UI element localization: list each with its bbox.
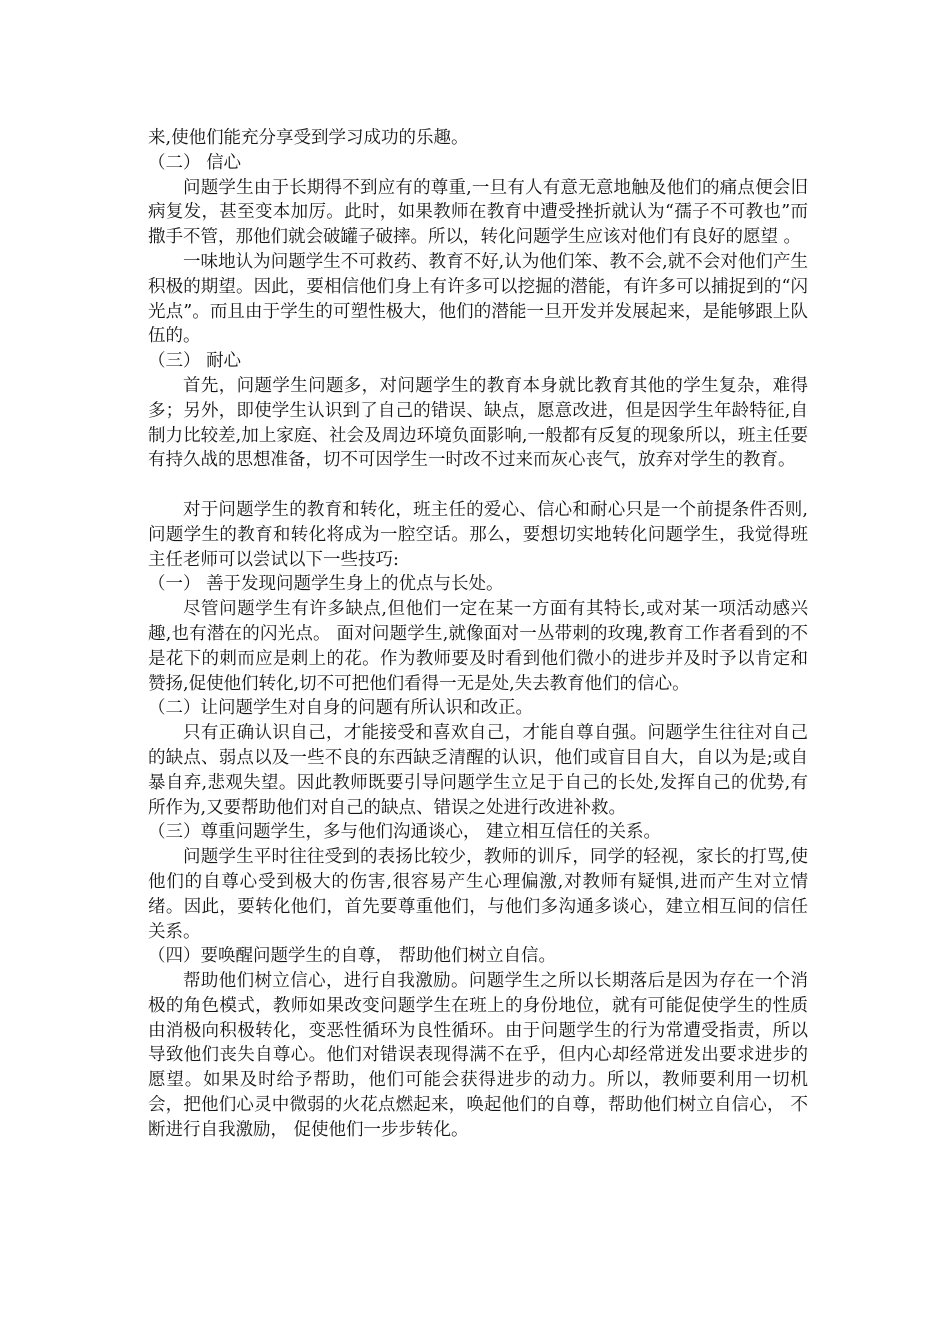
paragraph: 尽管问题学生有许多缺点,但他们一定在某一方面有其特长,或对某一项活动感兴趣,也有潜在的闪光点。 面对问题学生,就像面对一丛带刺的玫瑰,教育工作者看到的不是花下的刺而应是刺上的花。作为教师要及时看到他们微小的进步并及时予以肯定和赞扬,促使他们转化,切不可把他们看得一无是处,失去教育他们的信心。 (148, 599, 808, 694)
section-heading-strengths: （一） 善于发现问题学生身上的优点与长处。 (148, 574, 504, 595)
section-heading-respect: （三）尊重问题学生，多与他们沟通谈心， 建立相互信任的关系。 (148, 822, 662, 843)
paragraph: 问题学生平时往往受到的表扬比较少，教师的训斥，同学的轻视，家长的打骂,使他们的自尊心受到极大的伤害,很容易产生心理偏激,对教师有疑惧,进而产生对立情绪。因此，要转化他们，首先要尊重他们，与他们多沟通多谈心，建立相互间的信任关系。 (148, 847, 808, 942)
paragraph: 一味地认为问题学生不可救药、教育不好,认为他们笨、教不会,就不会对他们产生积极的期望。因此，要相信他们身上有许多可以挖掘的潜能，有许多可以捕捉到的“闪光点”。而且由于学生的可塑性极大，他们的潜能一旦开发并发展起来，是能够跟上队伍的。 (148, 251, 808, 347)
paragraph: 帮助他们树立信心，进行自我激励。问题学生之所以长期落后是因为存在一个消极的角色模式，教师如果改变问题学生在班上的身份地位，就有可能促使学生的性质由消极向积极转化，变恶性循环为良性循环。由于问题学生的行为常遭受指责，所以导致他们丧失自尊心。他们对错误表现得满不在乎，但内心却经常迸发出要求进步的愿望。如果及时给予帮助，他们可能会获得进步的动力。所以，教师要利用一切机会，把他们心灵中微弱的火花点燃起来，唤起他们的自尊，帮助他们树立自信心， 不断进行自我激励， 促使他们一步步转化。 (148, 971, 808, 1140)
document-page (148, 126, 808, 1143)
blank-line (148, 473, 808, 498)
paragraph: 只有正确认识自己，才能接受和喜欢自己，才能自尊自强。问题学生往往对自己的缺点、弱点以及一些不良的东西缺乏清醒的认识，他们或盲目自大，自以为是;或自暴自弃,悲观失望。因此教师既要引导问题学生立足于自己的长处,发挥自己的优势,有所作为,又要帮助他们对自己的缺点、错误之处进行改进补救。 (148, 723, 808, 818)
paragraph: 问题学生由于长期得不到应有的尊重,一旦有人有意无意地触及他们的痛点便会旧病复发，甚至变本加厉。此时，如果教师在教育中遭受挫折就认为“孺子不可教也”而撒手不管，那他们就会破罐子破摔。所以，转化问题学生应该对他们有良好的愿望 。 (148, 177, 808, 248)
paragraph: 对于问题学生的教育和转化，班主任的爱心、信心和耐心只是一个前提条件否则,问题学生的教育和转化将成为一腔空话。那么，要想切实地转化问题学生，我觉得班主任老师可以尝试以下一些技巧: (148, 499, 808, 570)
section-heading-self-awareness: （二）让问题学生对自身的问题有所认识和改正。 (148, 698, 533, 719)
paragraph: 首先，问题学生问题多，对问题学生的教育本身就比教育其他的学生复杂，难得多；另外，即使学生认识到了自己的错误、缺点，愿意改进，但是因学生年龄特征,自制力比较差,加上家庭、社会及周边环境负面影响,一般都有反复的现象所以，班主任要有持久战的思想准备，切不可因学生一时改不过来而灰心丧气，放弃对学生的教育。 (148, 375, 808, 471)
section-heading-self-esteem: （四）要唤醒问题学生的自尊， 帮助他们树立自信。 (148, 946, 557, 967)
section-heading-patience: （三） 耐心 (148, 351, 242, 372)
paragraph-continuation: 来,使他们能充分享受到学习成功的乐趣。 (148, 128, 469, 148)
section-heading-confidence: （二） 信心 (148, 152, 242, 173)
